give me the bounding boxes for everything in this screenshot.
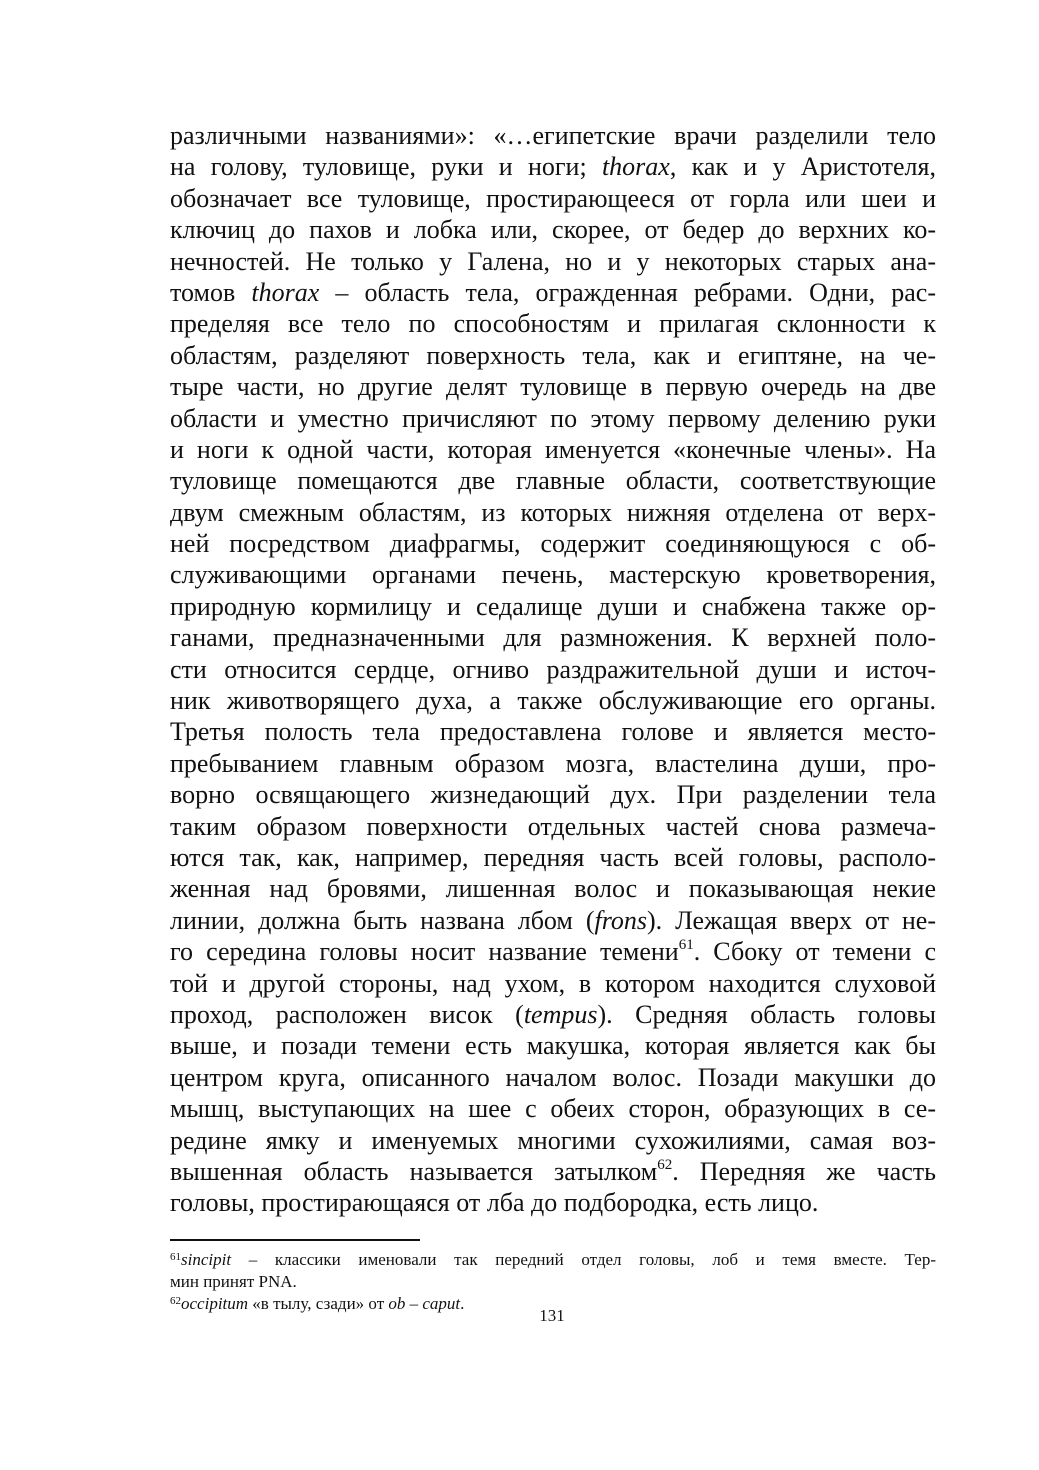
text-line bbox=[170, 434, 936, 465]
text-line bbox=[170, 371, 936, 402]
text-run: таким образом поверхности отдельных частей снова размеча- bbox=[170, 811, 936, 841]
text-run: выше, и позади темени есть макушка, которая является как бы bbox=[170, 1031, 936, 1061]
text-line bbox=[170, 654, 936, 685]
footnote-rule bbox=[170, 1239, 420, 1241]
text-run: природную кормилицу и седалище души и снабжена также ор- bbox=[170, 591, 936, 621]
text-run: области и уместно причисляют по этому первому делению руки bbox=[170, 403, 936, 433]
text-run: туловище помещаются две главные области, соответствующие bbox=[170, 466, 936, 496]
text-run: пребыванием главным образом мозга, властелина души, про- bbox=[170, 748, 936, 778]
main-text bbox=[170, 120, 936, 1219]
text-run: , как и у Аристотеля, bbox=[669, 152, 936, 182]
footnote-61 bbox=[170, 1249, 936, 1271]
footnote-number: 61 bbox=[170, 1250, 181, 1263]
text-line bbox=[170, 559, 936, 590]
text-run: линии, должна быть названа лбом ( bbox=[170, 905, 595, 935]
text-line bbox=[170, 873, 936, 904]
text-line bbox=[170, 277, 936, 308]
text-line bbox=[170, 465, 936, 496]
text-line bbox=[170, 497, 936, 528]
italic-term: thorax bbox=[601, 152, 670, 182]
text-run: женная над бровями, лишенная волос и показывающая некие bbox=[170, 874, 936, 904]
text-run: вышенная область называется затылком bbox=[170, 1156, 658, 1186]
text-run: редине ямку и именуемых многими сухожилиями, самая воз- bbox=[170, 1125, 936, 1155]
text-run: нечностей. Не только у Галена, но и у некоторых старых ана- bbox=[170, 246, 936, 276]
text-run: ворно освящающего жизнедающий дух. При разделении тела bbox=[170, 780, 936, 810]
text-line bbox=[170, 936, 936, 967]
text-run: – область тела, огражденная ребрами. Одни, рас- bbox=[319, 277, 936, 307]
text-run: различными названиями»: «…египетские врачи разделили тело bbox=[170, 121, 936, 150]
footnote-term: ob – caput bbox=[388, 1293, 461, 1313]
text-line bbox=[170, 968, 936, 999]
text-run: Третья полость тела предоставлена голове и является место- bbox=[170, 717, 936, 747]
text-run: ). Лежащая вверх от не- bbox=[647, 905, 936, 935]
text-line bbox=[170, 999, 936, 1030]
text-line bbox=[170, 905, 936, 936]
text-run: областям, разделяют поверхность тела, как и египтяне, на че- bbox=[170, 340, 936, 370]
text-run: тыре части, но другие делят туловище в первую очередь на две bbox=[170, 372, 936, 402]
text-run: ганами, предназначенными для размножения. К верхней поло- bbox=[170, 623, 936, 653]
page-body bbox=[170, 120, 936, 1315]
text-run: служивающими органами печень, мастерскую кроветворения, bbox=[170, 560, 936, 590]
footnote-ref: 61 bbox=[678, 937, 694, 954]
footnote-text: . bbox=[460, 1293, 465, 1313]
text-line bbox=[170, 528, 936, 559]
text-line bbox=[170, 183, 936, 214]
text-line bbox=[170, 246, 936, 277]
footnote-61-continued: мин принят PNA. bbox=[170, 1271, 297, 1291]
text-run: двум смежным областям, из которых нижняя отделена от верх- bbox=[170, 497, 936, 527]
text-line bbox=[170, 748, 936, 779]
text-line bbox=[170, 1030, 936, 1061]
text-line bbox=[170, 151, 936, 182]
text-run: томов bbox=[170, 277, 252, 307]
text-run: ключиц до пахов и лобка или, скорее, от бедер до верхних ко- bbox=[170, 215, 936, 245]
text-run: го середина головы носит название темени bbox=[170, 937, 679, 967]
text-line bbox=[170, 716, 936, 747]
text-line bbox=[170, 340, 936, 371]
text-line bbox=[170, 1125, 936, 1156]
page-number: 131 bbox=[539, 1306, 565, 1325]
text-run: ник животворящего духа, а также обслуживающие его органы. bbox=[170, 686, 936, 716]
text-run: обозначает все туловище, простирающееся от горла или шеи и bbox=[170, 183, 936, 213]
text-line bbox=[170, 622, 936, 653]
text-line bbox=[170, 779, 936, 810]
text-line bbox=[170, 1187, 936, 1218]
footnote-number: 62 bbox=[170, 1294, 181, 1307]
text-line bbox=[170, 811, 936, 842]
footnote-text: – классики именовали так передний отдел головы, лоб и темя вместе. Тер- bbox=[231, 1249, 936, 1269]
text-line bbox=[170, 214, 936, 245]
text-line bbox=[170, 1093, 936, 1124]
text-run: ней посредством диафрагмы, содержит соединяющуюся с об- bbox=[170, 529, 936, 559]
text-run: ). Средняя область головы bbox=[597, 999, 936, 1029]
footnote-term: occipitum bbox=[181, 1293, 249, 1313]
text-run: . Передняя же часть bbox=[672, 1156, 936, 1186]
italic-term: frons bbox=[594, 905, 647, 935]
text-line bbox=[170, 120, 936, 151]
text-line bbox=[170, 308, 936, 339]
text-line bbox=[170, 685, 936, 716]
text-line bbox=[170, 1062, 936, 1093]
text-line bbox=[170, 842, 936, 873]
text-line bbox=[170, 403, 936, 434]
text-line bbox=[170, 1156, 936, 1187]
text-run: на голову, туловище, руки и ноги; bbox=[170, 152, 602, 182]
footnote-ref: 62 bbox=[657, 1156, 673, 1173]
text-run: головы, простирающаяся от лба до подбородка, есть лицо. bbox=[170, 1188, 819, 1218]
text-run: сти относится сердце, огниво раздражительной души и источ- bbox=[170, 654, 936, 684]
text-run: . Сбоку от темени с bbox=[693, 937, 937, 967]
italic-term: tempus bbox=[523, 999, 598, 1029]
text-run: проход, расположен висок ( bbox=[170, 999, 524, 1029]
footnote-term: sincipit bbox=[181, 1249, 232, 1269]
footnotes bbox=[170, 1249, 936, 1315]
text-run: пределяя все тело по способностям и прилагая склонности к bbox=[170, 309, 936, 339]
text-run: мышц, выступающих на шее с обеих сторон, образующих в се- bbox=[170, 1094, 936, 1124]
text-line bbox=[170, 591, 936, 622]
text-run: той и другой стороны, над ухом, в котором находится слуховой bbox=[170, 968, 936, 998]
footnote-text: «в тылу, сзади» от bbox=[248, 1293, 389, 1313]
italic-term: thorax bbox=[251, 277, 320, 307]
text-run: ются так, как, например, передняя часть всей головы, располо- bbox=[170, 842, 936, 872]
text-run: центром круга, описанного началом волос. Позади макушки до bbox=[170, 1062, 936, 1092]
text-run: и ноги к одной части, которая именуется «конечные члены». На bbox=[170, 434, 936, 464]
